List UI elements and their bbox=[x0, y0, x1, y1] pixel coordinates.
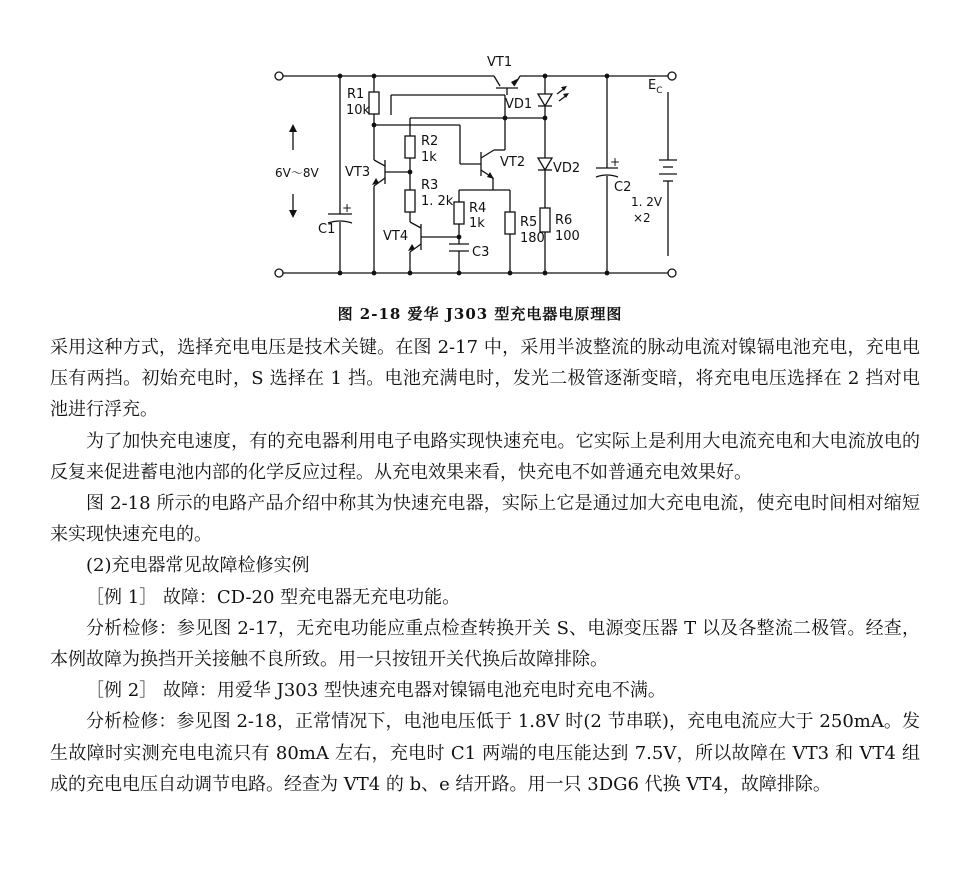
r5-value: 180 bbox=[520, 231, 545, 246]
r1-value: 10k bbox=[346, 103, 371, 118]
ec-label: $E_C$ bbox=[648, 78, 663, 96]
r6-value: 100 bbox=[555, 229, 580, 244]
paragraph-1: 采用这种方式，选择充电电压是技术关键。在图 2-17 中，采用半波整流的脉动电流对镍镉电池充电，充电电压有两挡。初始充电时，S 选择在 1 挡。电池充满电时，发光二极管逐渐变暗，将充电电压选择在 2 挡对电池进行浮充。 bbox=[50, 337, 920, 421]
r2-value: 1k bbox=[421, 150, 437, 165]
example-1-title: ［例 1］ 故障：CD-20 型充电器无充电功能。 bbox=[86, 586, 461, 608]
c1-label: C1 bbox=[318, 222, 336, 237]
r4-value: 1k bbox=[469, 216, 485, 231]
r3-value: 1. 2k bbox=[421, 194, 454, 209]
example-2-title: ［例 2］ 故障：用爱华 J303 型快速充电器对镍镉电池充电时充电不满。 bbox=[86, 680, 666, 702]
r4-label: R4 bbox=[469, 201, 487, 216]
charger-circuit-diagram bbox=[0, 0, 960, 300]
example-2-analysis: 分析检修：参见图 2-18，正常情况下，电池电压低于 1.8V 时(2 节串联)，充电电流应大于 250mA。发生故障时实测充电电流只有 80mA 左右，充电时 C1 两端的电压能达到 7.5V，所以故障在 VT3 和 VT4 组成的充电电压自动调节电路。经查为 VT4 的 b、e 结开路。用一只 3DG6 代换 VT4，故障排除。 bbox=[50, 711, 920, 795]
r3-label: R3 bbox=[421, 178, 439, 193]
example-1-analysis: 分析检修：参见图 2-17，无充电功能应重点检查转换开关 S、电源变压器 T 以及各整流二极管。经查，本例故障为换挡开关接触不良所致。用一只按钮开关代换后故障排除。 bbox=[50, 617, 920, 671]
r5-label: R5 bbox=[520, 215, 538, 230]
c2-label: C2 bbox=[614, 180, 632, 195]
vd2-label: VD2 bbox=[553, 161, 581, 176]
r1-label: R1 bbox=[347, 87, 365, 102]
vt3-label: VT3 bbox=[345, 165, 371, 180]
battery-count-label: ×2 bbox=[633, 211, 651, 225]
paragraph-3: 图 2-18 所示的电路产品介绍中称其为快速充电器，实际上它是通过加大充电电流，使充电时间相对缩短来实现快速充电的。 bbox=[50, 493, 920, 546]
vt1-label: VT1 bbox=[487, 55, 513, 70]
c1-plus: + bbox=[342, 201, 353, 215]
input-voltage-label: 6V～8V bbox=[275, 166, 319, 180]
paragraph-2: 为了加快充电速度，有的充电器利用电子电路实现快速充电。它实际上是利用大电流充电和大电流放电的反复来促进蓄电池内部的化学反应过程。从充电效果来看，快充电不如普通充电效果好。 bbox=[50, 430, 920, 483]
c3-label: C3 bbox=[472, 245, 490, 260]
r2-label: R2 bbox=[421, 134, 439, 149]
vt2-label: VT2 bbox=[500, 155, 526, 170]
vt4-label: VT4 bbox=[383, 229, 409, 244]
section-heading: (2)充电器常见故障检修实例 bbox=[86, 555, 310, 577]
battery-voltage-label: 1. 2V bbox=[631, 195, 663, 209]
body-text bbox=[50, 332, 920, 800]
r6-label: R6 bbox=[555, 213, 573, 228]
c2-plus: + bbox=[610, 155, 621, 169]
vd1-label: VD1 bbox=[505, 97, 533, 112]
figure-caption: 图 2-18 爱华 J303 型充电器电原理图 bbox=[337, 305, 623, 323]
